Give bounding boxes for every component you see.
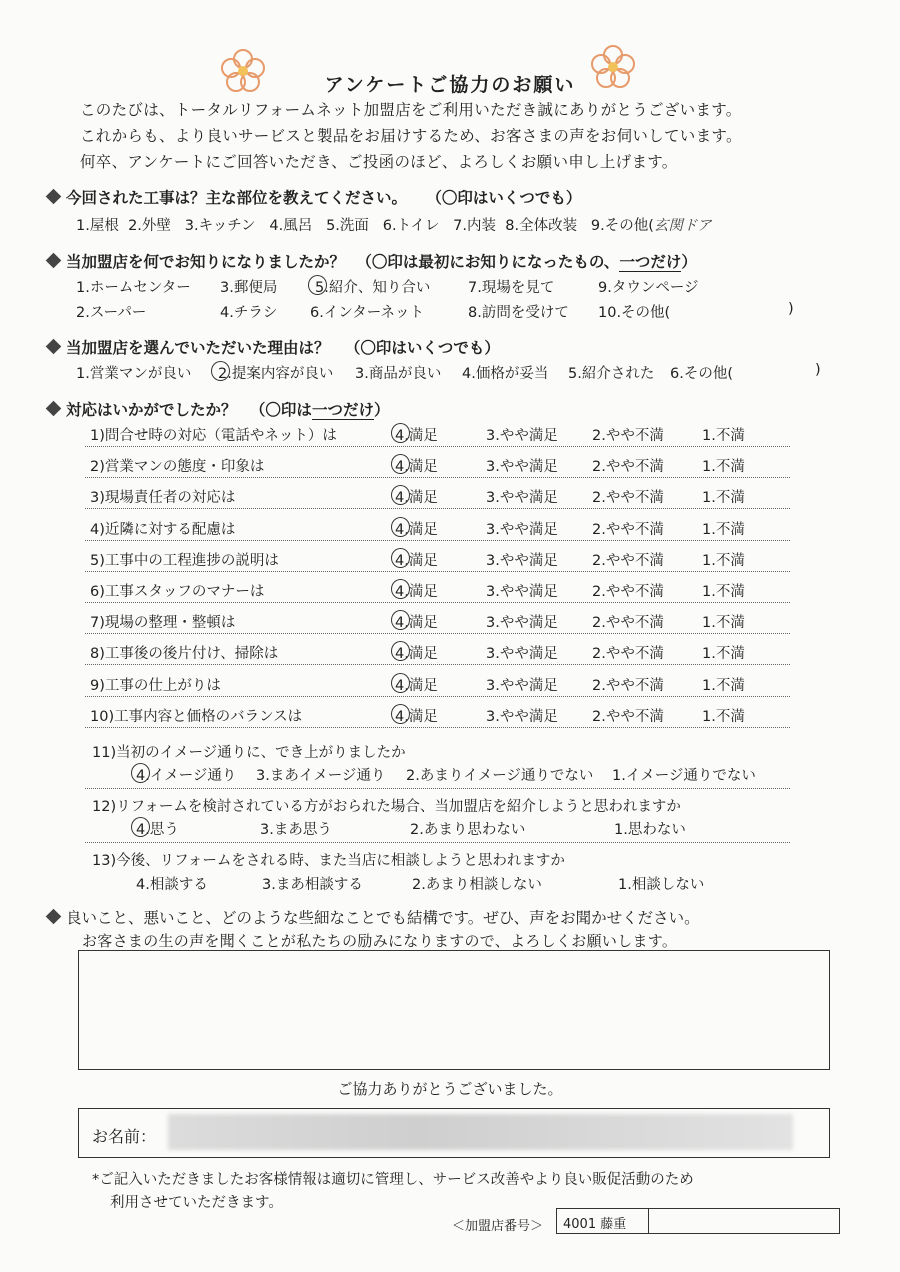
q2-opt-6[interactable]: 6.インターネット bbox=[310, 305, 425, 321]
rating-option[interactable]: 1.不満 bbox=[702, 522, 745, 538]
rating-option[interactable]: 3.やや満足 bbox=[486, 584, 558, 600]
q12-opt-2[interactable]: 2.あまり思わない bbox=[410, 822, 526, 838]
q12-text: 12)リフォームを検討されている方がおられた場合、当加盟店を紹介しようと思われますか bbox=[92, 799, 681, 815]
q3-opt-6[interactable]: 6.その他( bbox=[670, 366, 733, 382]
q12-opt-3[interactable]: 3.まあ思う bbox=[260, 822, 332, 838]
q2-heading: 当加盟店を何でお知りになりましたか？ （〇印は最初にお知りになったもの、一つだけ） bbox=[48, 250, 697, 272]
rating-option[interactable]: 2.やや不満 bbox=[592, 678, 664, 694]
rating-option[interactable]: 1.不満 bbox=[702, 459, 745, 475]
redacted-name bbox=[168, 1114, 793, 1150]
q3-opt-5[interactable]: 5.紹介された bbox=[568, 366, 655, 382]
rating-option[interactable]: 4.満足 bbox=[395, 459, 438, 475]
dotted-divider bbox=[85, 696, 790, 697]
q13-text: 13)今後、リフォームをされる時、また当店に相談しようと思われますか bbox=[92, 853, 565, 869]
comments-subtext: お客さまの生の声を聞くことが私たちの励みになりますので、よろしくお願いします。 bbox=[82, 932, 678, 950]
selection-circle bbox=[391, 704, 410, 724]
rating-option[interactable]: 1.不満 bbox=[702, 646, 745, 662]
rating-row-label: 5)工事中の工程進捗の説明は bbox=[90, 553, 279, 569]
intro-line-2: これからも、より良いサービスと製品をお届けするため、お客さまの声をお伺いしています。 bbox=[80, 127, 742, 145]
rating-option[interactable]: 3.やや満足 bbox=[486, 522, 558, 538]
q2-opt-1[interactable]: 1.ホームセンター bbox=[76, 280, 191, 296]
selection-circle bbox=[391, 610, 410, 630]
q3-opt-2[interactable]: 2.提案内容が良い bbox=[218, 366, 334, 382]
rating-row-label: 10)工事内容と価格のバランスは bbox=[90, 709, 303, 725]
rating-option[interactable]: 2.やや不満 bbox=[592, 646, 664, 662]
selection-circle bbox=[131, 763, 150, 783]
rating-option[interactable]: 3.やや満足 bbox=[486, 428, 558, 444]
rating-option[interactable]: 4.満足 bbox=[395, 615, 438, 631]
q2-opt-4[interactable]: 4.チラシ bbox=[220, 305, 278, 321]
q1-option[interactable]: 6.トイレ bbox=[382, 218, 440, 234]
q3-close-paren: ) bbox=[815, 362, 821, 378]
store-number-label: ＜加盟店番号＞ bbox=[452, 1219, 544, 1234]
rating-option[interactable]: 2.やや不満 bbox=[592, 584, 664, 600]
q1-option[interactable]: 7.内装 bbox=[453, 218, 497, 234]
thanks-text: ご協力ありがとうございました。 bbox=[337, 1080, 563, 1098]
rating-option[interactable]: 2.やや不満 bbox=[592, 459, 664, 475]
rating-option[interactable]: 1.不満 bbox=[702, 615, 745, 631]
q12-opt-4[interactable]: 4.思う bbox=[136, 822, 179, 838]
q1-heading: 今回された工事は？主な部位を教えてください。 （〇印はいくつでも） bbox=[48, 186, 581, 208]
rating-option[interactable]: 4.満足 bbox=[395, 553, 438, 569]
q13-opt-1[interactable]: 1.相談しない bbox=[618, 877, 705, 893]
q3-opt-1[interactable]: 1.営業マンが良い bbox=[76, 366, 192, 382]
rating-option[interactable]: 3.やや満足 bbox=[486, 615, 558, 631]
rating-option[interactable]: 4.満足 bbox=[395, 428, 438, 444]
rating-option[interactable]: 1.不満 bbox=[702, 553, 745, 569]
q3-heading: 当加盟店を選んでいただいた理由は？ （〇印はいくつでも） bbox=[48, 336, 500, 358]
q2-opt-8[interactable]: 8.訪問を受けて bbox=[468, 305, 569, 321]
rating-option[interactable]: 1.不満 bbox=[702, 678, 745, 694]
q11-opt-4[interactable]: 4.イメージ通り bbox=[136, 768, 237, 784]
q3-opt-3[interactable]: 3.商品が良い bbox=[355, 366, 442, 382]
q1-option[interactable]: 8.全体改装 bbox=[505, 218, 578, 234]
comments-heading: 良いこと、悪いこと、どのような些細なことでも結構です。ぜひ、声をお聞かせください。 bbox=[48, 906, 700, 928]
q11-opt-3[interactable]: 3.まあイメージ通り bbox=[256, 768, 386, 784]
selection-circle bbox=[211, 361, 230, 381]
rating-option[interactable]: 3.やや満足 bbox=[486, 709, 558, 725]
q11-text: 11)当初のイメージ通りに、でき上がりましたか bbox=[92, 745, 406, 761]
dotted-divider bbox=[85, 446, 790, 447]
q1-option[interactable]: 1.屋根 bbox=[76, 218, 119, 234]
page-title: アンケートご協力のお願い bbox=[324, 74, 576, 96]
intro-line-1: このたびは、トータルリフォームネット加盟店をご利用いただき誠にありがとうございます。 bbox=[80, 101, 742, 119]
rating-row-label: 9)工事の仕上がりは bbox=[90, 678, 221, 694]
selection-circle bbox=[391, 673, 410, 693]
privacy-line-2: 利用させていただきます。 bbox=[110, 1195, 283, 1211]
selection-circle bbox=[391, 454, 410, 474]
q2-opt-7[interactable]: 7.現場を見て bbox=[468, 280, 555, 296]
diamond-icon bbox=[46, 401, 62, 417]
rating-option[interactable]: 4.満足 bbox=[395, 709, 438, 725]
diamond-icon bbox=[46, 189, 62, 205]
rating-option[interactable]: 4.満足 bbox=[395, 646, 438, 662]
rating-option[interactable]: 1.不満 bbox=[702, 709, 745, 725]
rating-option[interactable]: 2.やや不満 bbox=[592, 490, 664, 506]
rating-row-label: 3)現場責任者の対応は bbox=[90, 490, 236, 506]
selection-circle bbox=[391, 548, 410, 568]
q13-opt-2[interactable]: 2.あまり相談しない bbox=[412, 877, 542, 893]
selection-circle bbox=[391, 579, 410, 599]
q2-opt-9[interactable]: 9.タウンページ bbox=[598, 280, 699, 296]
q12-opt-1[interactable]: 1.思わない bbox=[614, 822, 686, 838]
q2-opt-5[interactable]: 5.紹介、知り合い bbox=[315, 280, 431, 296]
comments-textarea[interactable] bbox=[78, 950, 830, 1070]
q13-opt-3[interactable]: 3.まあ相談する bbox=[262, 877, 363, 893]
q1-other-handwritten: 玄関ドア bbox=[653, 218, 712, 234]
rating-option[interactable]: 2.やや不満 bbox=[592, 522, 664, 538]
dotted-divider bbox=[85, 477, 790, 478]
diamond-icon bbox=[46, 253, 62, 269]
privacy-line-1: *ご記入いただきましたお客様情報は適切に管理し、サービス改善やより良い販促活動のため bbox=[92, 1172, 694, 1188]
store-box-divider bbox=[648, 1208, 649, 1234]
q1-option[interactable]: 3.キッチン bbox=[184, 218, 256, 234]
selection-circle bbox=[308, 275, 327, 295]
rating-row-label: 4)近隣に対する配慮は bbox=[90, 522, 236, 538]
rating-row-label: 2)営業マンの態度・印象は bbox=[90, 459, 265, 475]
rating-option[interactable]: 4.満足 bbox=[395, 522, 438, 538]
q2-opt-3[interactable]: 3.郵便局 bbox=[220, 280, 278, 296]
rating-option[interactable]: 4.満足 bbox=[395, 584, 438, 600]
rating-option[interactable]: 4.満足 bbox=[395, 490, 438, 506]
diamond-icon bbox=[46, 339, 62, 355]
q2-close-paren: ) bbox=[788, 301, 794, 317]
rating-option[interactable]: 3.やや満足 bbox=[486, 678, 558, 694]
selection-circle bbox=[391, 641, 410, 661]
diamond-icon bbox=[46, 909, 62, 925]
q1-option[interactable]: 4.風呂 bbox=[269, 218, 313, 234]
store-number-value: 4001 藤重 bbox=[563, 1217, 627, 1232]
q13-opt-4[interactable]: 4.相談する bbox=[136, 877, 208, 893]
rating-option[interactable]: 3.やや満足 bbox=[486, 490, 558, 506]
dotted-divider bbox=[85, 788, 790, 789]
rating-option[interactable]: 3.やや満足 bbox=[486, 553, 558, 569]
dotted-divider bbox=[85, 842, 790, 843]
q1-option[interactable]: 2.外壁 bbox=[128, 218, 171, 234]
q1-options bbox=[76, 214, 711, 235]
q11-opt-2[interactable]: 2.あまりイメージ通りでない bbox=[406, 768, 594, 784]
rating-option[interactable]: 3.やや満足 bbox=[486, 459, 558, 475]
q2-opt-10[interactable]: 10.その他( bbox=[598, 305, 671, 321]
rating-option[interactable]: 3.やや満足 bbox=[486, 646, 558, 662]
dotted-divider bbox=[85, 727, 790, 728]
rating-option[interactable]: 4.満足 bbox=[395, 678, 438, 694]
rating-row-label: 6)工事スタッフのマナーは bbox=[90, 584, 265, 600]
selection-circle bbox=[391, 517, 410, 537]
rating-row-label: 8)工事後の後片付け、掃除は bbox=[90, 646, 279, 662]
rating-option[interactable]: 2.やや不満 bbox=[592, 428, 664, 444]
q4-heading: 対応はいかがでしたか？ （〇印は一つだけ） bbox=[48, 398, 389, 420]
selection-circle bbox=[391, 485, 410, 505]
intro-line-3: 何卒、アンケートにご回答いただき、ご投函のほど、よろしくお願い申し上げます。 bbox=[80, 153, 678, 171]
selection-circle bbox=[391, 423, 410, 443]
rating-option[interactable]: 2.やや不満 bbox=[592, 615, 664, 631]
q11-opt-1[interactable]: 1.イメージ通りでない bbox=[612, 768, 756, 784]
rating-option[interactable]: 1.不満 bbox=[702, 490, 745, 506]
dotted-divider bbox=[85, 633, 790, 634]
q1-option[interactable]: 5.洗面 bbox=[326, 218, 369, 234]
rating-option[interactable]: 1.不満 bbox=[702, 584, 745, 600]
rating-option[interactable]: 2.やや不満 bbox=[592, 553, 664, 569]
dotted-divider bbox=[85, 540, 790, 541]
q2-opt-2[interactable]: 2.スーパー bbox=[76, 305, 147, 321]
selection-circle bbox=[131, 817, 150, 837]
name-label: お名前： bbox=[92, 1127, 157, 1146]
rating-option[interactable]: 2.やや不満 bbox=[592, 709, 664, 725]
dotted-divider bbox=[85, 664, 790, 665]
q3-opt-4[interactable]: 4.価格が妥当 bbox=[462, 366, 549, 382]
dotted-divider bbox=[85, 571, 790, 572]
q1-option-other[interactable]: 9.その他( bbox=[590, 218, 654, 234]
dotted-divider bbox=[85, 602, 790, 603]
rating-row-label: 7)現場の整理・整頓は bbox=[90, 615, 236, 631]
rating-option[interactable]: 1.不満 bbox=[702, 428, 745, 444]
dotted-divider bbox=[85, 508, 790, 509]
rating-row-label: 1)問合せ時の対応（電話やネット）は bbox=[90, 428, 337, 444]
